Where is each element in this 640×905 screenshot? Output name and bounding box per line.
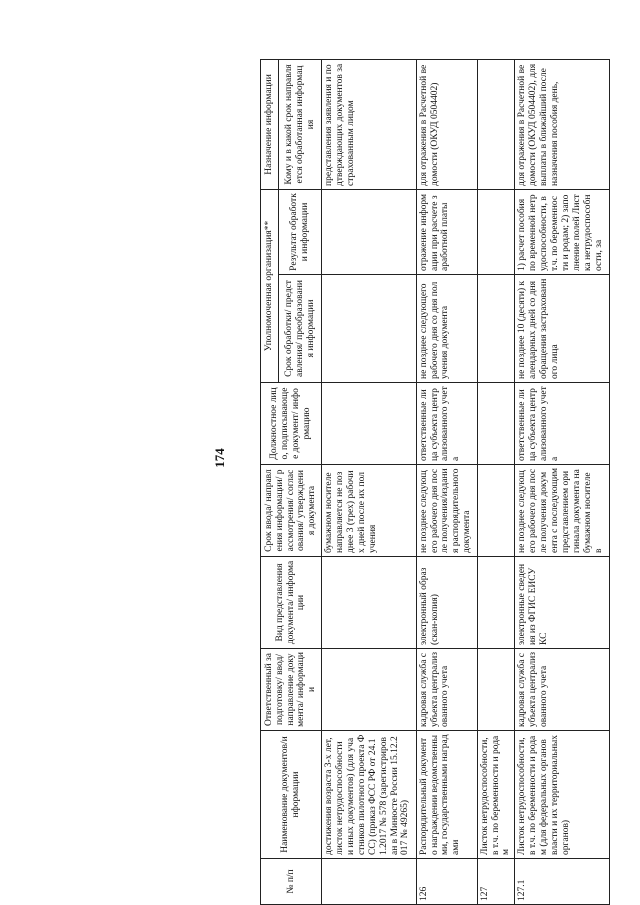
cell-name: Распорядительный документ о награждении ведомственными, государственными наградами [416, 731, 477, 859]
cell-responsible: кадровая служба субъекта централизованного учета [416, 649, 477, 731]
cell-deadline-processing [477, 275, 515, 383]
header-num: № п/п [261, 859, 322, 905]
cell-result [477, 189, 515, 274]
cell-num: 126 [416, 859, 477, 905]
cell-num [322, 859, 417, 905]
cell-deadline-input [477, 465, 515, 557]
table-row [322, 59, 417, 904]
cell-official: ответственные лица субъекта централизованного учета [515, 383, 610, 465]
cell-kind [477, 557, 515, 649]
cell-num: 127.1 [515, 859, 610, 905]
cell-kind: электронные сведения из ФГИС ЕИСУ КС [515, 557, 610, 649]
cell-purpose: для отражения в Расчетной ведомости (ОКУД 0504402) [416, 59, 477, 189]
cell-deadline-processing [322, 275, 417, 383]
table-row [416, 59, 477, 904]
cell-deadline-input: не позднее следующего рабочего дня после получения/издания распорядительного документа [416, 465, 477, 557]
table-row [515, 59, 610, 904]
cell-official [477, 383, 515, 465]
table-row [477, 59, 515, 904]
cell-num: 127 [477, 859, 515, 905]
cell-official [322, 383, 417, 465]
cell-responsible [477, 649, 515, 731]
page-number: 174 [212, 448, 227, 468]
header-official: Должностное лицо, подписывающее документ/ информацию [261, 383, 322, 465]
cell-purpose: для отражения в Расчетной ведомости (ОКУД 0504402), для выплаты в ближайший после назначения пособия день, [515, 59, 610, 189]
cell-deadline-processing: не позднее следующего рабочего дня со дня получения документа [416, 275, 477, 383]
cell-deadline-processing: не позднее 10 (десяти) календарных дней со дня обращения застрахованного лица [515, 275, 610, 383]
cell-responsible: кадровая служба субъекта централизованного учета [515, 649, 610, 731]
header-purpose-group: Назначение информации [261, 59, 279, 189]
header-name: Наименование документов/информации [261, 731, 322, 859]
cell-official: ответственные лица субъекта централизованного учета [416, 383, 477, 465]
cell-kind: электронный образ (скан-копия) [416, 557, 477, 649]
header-deadline-processing: Срок обработки/ представления/ преобразования информации [279, 275, 322, 383]
cell-result: 1) расчет пособия по временной нетрудоспособности, в т.ч. по беременности и родам; 2) заполнение полей Листка нетрудоспособности, за [515, 189, 610, 274]
header-row-1 [261, 59, 279, 904]
cell-name: Листок нетрудоспособности, в т.ч. по беременности и родам (для федеральных органов власти и их территориальных органов) [515, 731, 610, 859]
cell-purpose [477, 59, 515, 189]
header-purpose: Кому и в какой срок направляется обработанная информация [279, 59, 322, 189]
rotated-table-container [260, 60, 610, 905]
cell-name: Листок нетрудоспособности, в т.ч. по беременности и родам [477, 731, 515, 859]
header-authorized-org: Уполномоченная организация** [261, 189, 279, 382]
document-table [260, 59, 610, 905]
header-responsible: Ответственный за подготовку/ ввод/ направление документа/ информации [261, 649, 322, 731]
cell-deadline-input: не позднее следующего рабочего дня после получения документа с последующим представлением оригинала документа на бумажном носителе в [515, 465, 610, 557]
cell-responsible [322, 649, 417, 731]
header-deadline-input: Срок ввода/ направления информации/ рассмотрения/ согласования/ утверждения документа [261, 465, 322, 557]
cell-name: достижения возраста 3-х лет, листок нетрудоспособности и иных документов) (для участников пилотного проекта ФСС) (приказ ФСС РФ от 24.11.2017 № 578 (зарегистрирован в Минюсте России 15.12.2017 № 49265) [322, 731, 417, 859]
cell-result: отражение информации при расчете заработной платы [416, 189, 477, 274]
cell-kind [322, 557, 417, 649]
cell-result [322, 189, 417, 274]
header-result: Результат обработки информации [279, 189, 322, 274]
cell-purpose: представления заявления и подтверждающих документов застрахованным лицом [322, 59, 417, 189]
cell-deadline-input: бумажном носителе направляется не позднее 3 (трех) рабочих дней после их получения [322, 465, 417, 557]
header-kind: Вид представления документа/ информации [261, 557, 322, 649]
